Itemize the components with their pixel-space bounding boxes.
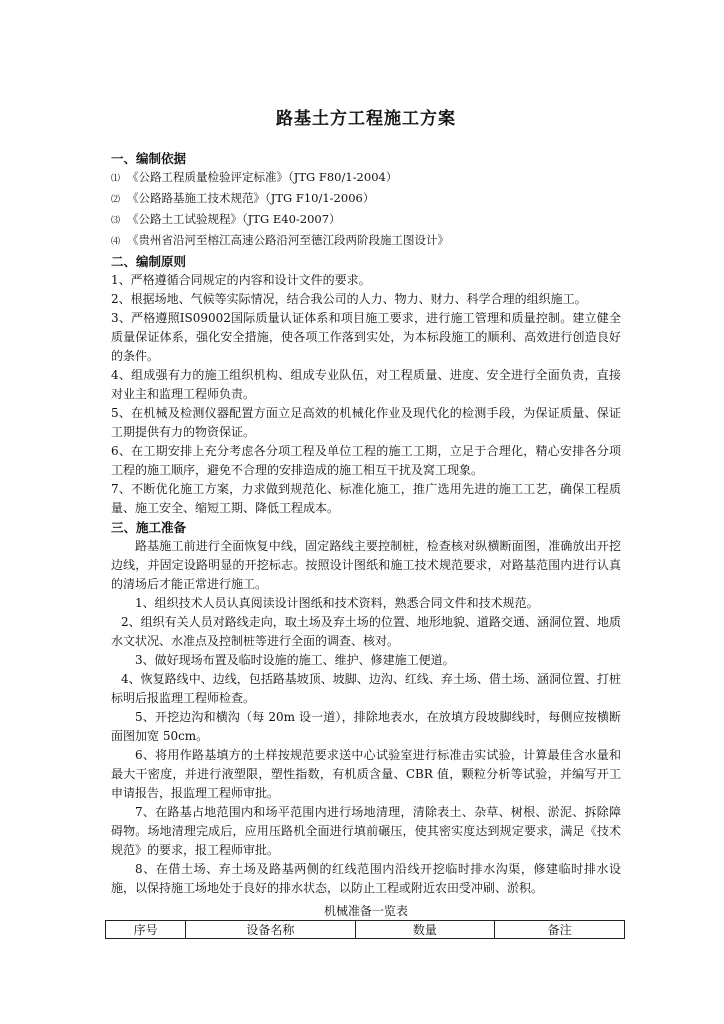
reference-item [111, 189, 621, 210]
preparation-paragraph: 7、在路基占地范围内和场平范围内进行场地清理，清除表土、杂草、树根、淤泥、拆除障碍物。场地清理完成后，应用压路机全面进行填前碾压，使其密实度达到规定要求，满足《技术规范》的要求，报工程师审批。 [111, 805, 621, 857]
preparation-paragraph: 3、做好现场布置及临时设施的施工、维护、修建施工便道。 [135, 653, 455, 667]
table-header-cell: 设备名称 [186, 921, 355, 939]
preparation-paragraph: 4、恢复路线中、边线，包括路基坡顶、坡脚、边沟、红线、弃土场、借土场、涵洞位置、打桩标明后报监理工程师检查。 [111, 672, 621, 705]
principle-paragraph: 6、在工期安排上充分考虑各分项工程及单位工程的施工工期，立足于合理化，精心安排各分项工程的施工顺序，避免不合理的安排造成的施工相互干扰及窝工现象。 [111, 444, 621, 477]
reference-text: 《贵州省沿河至榕江高速公路沿河至德江段两阶段施工图设计》 [127, 233, 449, 247]
equipment-table [105, 920, 625, 939]
reference-text: 《公路路基施工技术规范》（JTG F10/1-2006） [127, 191, 375, 205]
preparation-paragraph: 6、将用作路基填方的土样按规范要求送中心试验室进行标准击实试验，计算最佳含水量和最大干密度，并进行液塑限，塑性指数，有机质含量、CBR 值，颗粒分析等试验，并编写开工申请报告，报监理工程师审批。 [111, 748, 621, 800]
section-heading-basis: 一、编制依据 [111, 151, 187, 166]
preparation-paragraph: 1、组织技术人员认真阅读设计图纸和技术资料，熟悉合同文件和技术规范。 [135, 596, 539, 610]
reference-item [111, 168, 621, 189]
document-content [111, 104, 621, 939]
table-header-cell: 数量 [355, 921, 495, 939]
principle-paragraph: 4、组成强有力的施工组织机构、组成专业队伍，对工程质量、进度、安全进行全面负责，直接对业主和监理工程师负责。 [111, 368, 621, 401]
principle-paragraph: 3、严格遵照IS09002国际质量认证体系和项目施工要求，进行施工管理和质量控制。建立健全质量保证体系，强化安全措施，使各项工作落到实处，为本标段施工的顺利、高效进行创造良好的条件。 [111, 311, 621, 363]
reference-number: ⑶ [111, 216, 121, 226]
reference-text: 《公路土工试验规程》（JTG E40-2007） [127, 212, 341, 226]
principle-paragraph: 2、根据场地、气候等实际情况，结合我公司的人力、物力、财力、科学合理的组织施工。 [111, 292, 587, 306]
principle-paragraph: 5、在机械及检测仪器配置方面立足高效的机械化作业及现代化的检测手段，为保证质量、保证工期提供有力的物资保证。 [111, 406, 621, 439]
reference-number: ⑴ [111, 174, 121, 184]
reference-item [111, 231, 621, 252]
table-header-cell: 序号 [106, 921, 186, 939]
table-header-row [106, 921, 625, 939]
table-header-cell: 备注 [495, 921, 625, 939]
section-heading-preparation: 三、施工准备 [111, 520, 187, 535]
preparation-paragraph: 路基施工前进行全面恢复中线，固定路线主要控制桩，检查核对纵横断面图，准确放出开挖边线，并固定设路明显的开挖标志。按照设计图纸和施工技术规范要求，对路基范围内进行认真的清场后才能正常进行施工。 [111, 539, 621, 591]
preparation-paragraph: 8、在借土场、弃土场及路基两侧的红线范围内沿线开挖临时排水沟渠，修建临时排水设施，以保持施工场地处于良好的排水状态，以防止工程或附近农田受冲刷、淤积。 [111, 862, 621, 895]
document-title: 路基土方工程施工方案 [276, 109, 456, 129]
reference-number: ⑷ [111, 237, 121, 247]
section-heading-principles: 二、编制原则 [111, 254, 187, 269]
preparation-paragraph: 2、组织有关人员对路线走向，取土场及弃土场的位置、地形地貌、道路交通、涵洞位置、地质水文状况、水准点及控制桩等进行全面的调查、核对。 [111, 615, 621, 648]
reference-number: ⑵ [111, 195, 121, 205]
reference-item [111, 210, 621, 231]
principle-paragraph: 7、不断优化施工方案，力求做到规范化、标准化施工，推广选用先进的施工工艺，确保工程质量、施工安全、缩短工期、降低工程成本。 [111, 482, 621, 515]
preparation-paragraph: 5、开挖边沟和横沟（每 20m 设一道），排除地表水，在放填方段坡脚线时，每侧应按横断面图加宽 50cm。 [111, 710, 621, 743]
principle-paragraph: 1、严格遵循合同规定的内容和设计文件的要求。 [111, 273, 371, 287]
table-caption: 机械准备一览表 [323, 904, 408, 918]
reference-text: 《公路工程质量检验评定标准》（JTG F80/1-2004） [127, 170, 398, 184]
